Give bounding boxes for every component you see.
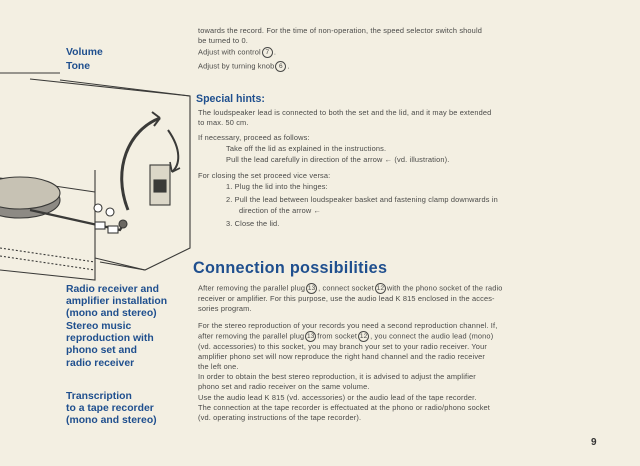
- hints-p1b: to max. 50 cm.: [198, 118, 249, 127]
- hints-p4: Pull the lead carefully in direction of the arrow ← (vd. illustration).: [226, 155, 450, 164]
- page-number: 9: [591, 437, 597, 448]
- plug-13-marker-2: 13: [307, 333, 315, 340]
- hints-p1a: The loudspeaker lead is connected to both the set and the lid, and it may be extended: [198, 108, 492, 117]
- socket-12-marker: 12: [376, 285, 385, 292]
- radio-line-2: receiver or amplifier. For this purpose, use the audio lead K 815 enclosed in the acces-: [198, 294, 495, 303]
- hints-step-2b: direction of the arrow ←: [239, 206, 322, 215]
- transcription-line-1: Use the audio lead K 815 (vd. accessories) or the audio lead of the tape recorder.: [198, 393, 477, 402]
- connection-title: Connection possibilities: [193, 259, 388, 277]
- stereo-line-1: For the stereo reproduction of your records you need a second reproduction channel. If,: [198, 321, 498, 330]
- heading-stereo-music: Stereo music reproduction with phono set and radio receiver: [66, 321, 154, 369]
- hints-step-3: 3. Close the lid.: [226, 219, 280, 228]
- radio-line-3: sories program.: [198, 304, 252, 313]
- knob-6-marker: 6: [275, 61, 286, 72]
- hints-p2: If necessary, proceed as follows:: [198, 133, 310, 142]
- heading-radio-receiver: Radio receiver and amplifier installation (mono and stereo): [66, 284, 168, 320]
- stereo-line-7: phono set and radio receiver on the same volume.: [198, 382, 370, 391]
- stereo-line-4: amplifier phono set will now reproduce the right hand channel and the radio receiver: [198, 352, 486, 361]
- radio-line-1: After removing the parallel plug 13 , connect socket 12 with the phono socket of the radio: [198, 283, 503, 293]
- stereo-line-5: the left one.: [198, 362, 239, 371]
- transcription-line-3: (vd. operating instructions of the tape recorder).: [198, 413, 362, 422]
- control-7-marker: 7: [262, 47, 273, 58]
- hints-step-2a: 2. Pull the lead between loudspeaker basket and fastening clamp downwards in: [226, 195, 498, 204]
- stereo-line-3: (vd. accessories) to this socket, you may branch your set to your radio receiver. Your: [198, 342, 487, 351]
- hints-p5: For closing the set proceed vice versa:: [198, 171, 331, 180]
- transcription-line-2: The connection at the tape recorder is effectuated at the phono or radio/phono socket: [198, 403, 491, 412]
- top-line-2: be turned to 0.: [198, 36, 248, 45]
- heading-volume: Volume: [66, 47, 103, 58]
- heading-tone: Tone: [66, 61, 91, 72]
- top-line-1: towards the record. For the time of non-operation, the speed selector switch should: [198, 26, 482, 35]
- stereo-line-2: after removing the parallel plug 13 from socket 12 , you connect the audio lead (mono): [198, 331, 494, 341]
- hints-step-1: 1. Plug the lid into the hinges:: [226, 182, 328, 191]
- plug-13-marker: 13: [307, 285, 316, 292]
- hints-p3: Take off the lid as explained in the instructions.: [226, 144, 387, 153]
- heading-transcription: Transcription to a tape recorder (mono and stereo): [66, 391, 157, 427]
- special-hints-title: Special hints:: [196, 93, 265, 105]
- stereo-line-6: In order to obtain the best stereo reproduction, it is advised to adjust the amplifier: [198, 372, 476, 381]
- volume-text: Adjust with control 7 .: [198, 47, 277, 57]
- tone-text: Adjust by turning knob 6 .: [198, 61, 290, 71]
- socket-12-marker-2: 12: [359, 333, 368, 340]
